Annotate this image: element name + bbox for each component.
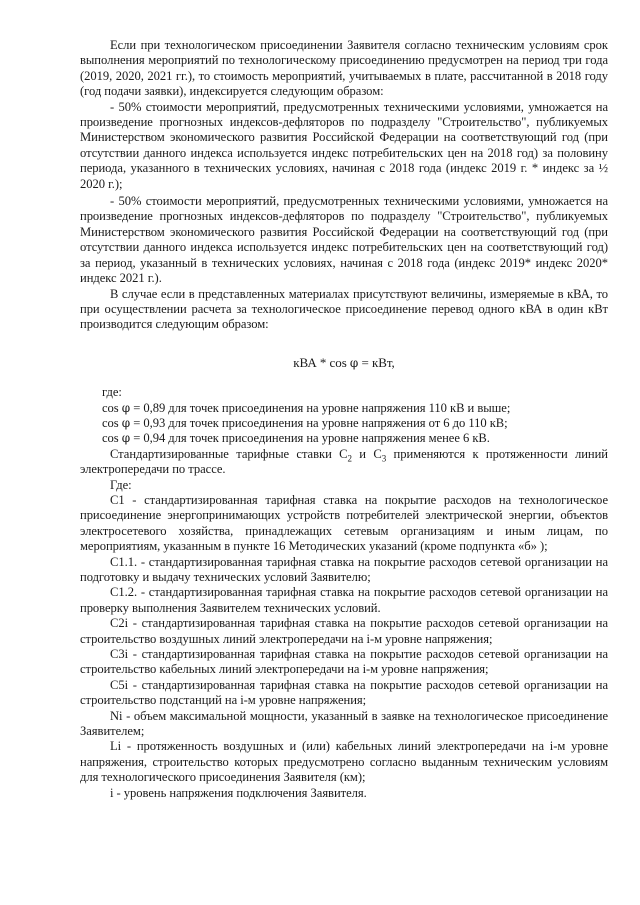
cos-label: cos: [102, 415, 122, 430]
cos-phi-line-3: [80, 431, 608, 446]
definition-li: Li - протяженность воздушных и (или) кабельных линий электропередачи на i-м уровне напряжения, строительство которых предусмотрено согласно выданным техническим условиям для технологического присоединения Заявителя (км);: [80, 739, 608, 785]
document-body: [80, 38, 608, 801]
definition-c1: С1 - стандартизированная тарифная ставка на покрытие расходов на технологическое присоединение энергопринимающих устройств потребителей электрической энергии, объектов электросетевого хозяйства, принадлежащих сетевым организациям и иным лицам, по мероприятиям, указанным в пункте 16 Методических указаний (кроме подпункта «б» );: [80, 492, 608, 554]
definition-i: i - уровень напряжения подключения Заявителя.: [110, 785, 367, 800]
definition-c1-2: С1.2. - стандартизированная тарифная ставка на покрытие расходов сетевой организации на проверку выполнения Заявителем технических условий.: [80, 585, 608, 615]
cos-phi-value: = 0,89 для точек присоединения на уровне напряжения 110 кВ и выше;: [130, 400, 511, 415]
definition-c5i: C5i - стандартизированная тарифная ставка на покрытие расходов сетевой организации на строительство подстанций на i-м уровне напряжения;: [80, 677, 608, 708]
tariff-text-a: Стандартизированные тарифные ставки С: [110, 446, 348, 461]
cos-phi-value: = 0,93 для точек присоединения на уровне напряжения от 6 до 110 кВ;: [130, 415, 508, 430]
definition-c3i: C3i - стандартизированная тарифная ставка на покрытие расходов сетевой организации на строительство кабельных линий электропередачи на i-м уровне напряжения;: [80, 647, 608, 677]
subscript-2: 2: [347, 453, 352, 464]
paragraph-half-period-index: - 50% стоимости мероприятий, предусмотренных техническими условиями, умножается на произведение прогнозных индексов-дефляторов по подразделу "Строительство", публикуемых Министерством экономического развития Российской Федерации на соответствующий год (при отсутствии данного индекса используется индекс потребительских цен на 2018 год) за половину периода, указанного в технических условиях, начиная с 2018 года (индекс 2019 г. * индекс за ½ 2020 г.);: [80, 99, 608, 191]
phi-symbol: φ: [121, 400, 131, 415]
formula-left: кВА * cos: [293, 354, 347, 370]
cos-phi-value: = 0,94 для точек присоединения на уровне напряжения менее 6 кВ.: [130, 431, 490, 446]
phi-symbol: φ: [349, 355, 359, 370]
where-label-2: Где:: [110, 477, 132, 492]
conversion-formula: [80, 355, 608, 371]
definition-c1-1: С1.1. - стандартизированная тарифная ставка на покрытие расходов сетевой организации на подготовку и выдачу технических условий Заявителю;: [80, 554, 608, 584]
formula-right: = кВт,: [358, 354, 395, 370]
phi-symbol: φ: [121, 431, 131, 446]
paragraph-tariff-rates: [80, 447, 608, 478]
definition-c2i: C2i - стандартизированная тарифная ставка на покрытие расходов сетевой организации на строительство воздушных линий электропередачи на i-м уровне напряжения;: [80, 616, 608, 646]
cos-label: cos: [102, 431, 122, 446]
definition-ni: Ni - объем максимальной мощности, указанный в заявке на технологическое присоединение Заявителем;: [80, 708, 608, 739]
tariff-text-b: и С: [351, 446, 382, 461]
tariff-text-c: применяются к протяженности линий электропередачи по трассе.: [80, 446, 608, 477]
where-label: где:: [102, 385, 122, 400]
paragraph-kva-conversion: В случае если в представленных материалах присутствуют величины, измеряемые в кВА, то при осуществлении расчета за технологическое присоединение перевод одного кВА в один кВт производится следующим образом:: [80, 286, 608, 332]
cos-phi-line-2: [80, 416, 608, 431]
paragraph-full-period-index: - 50% стоимости мероприятий, предусмотренных техническими условиями, умножается на произведение прогнозных индексов-дефляторов по подразделу "Строительство", публикуемых Министерством экономического развития Российской Федерации на соответствующий год (при отсутствии данного индекса используется индекс потребительских цен на соответствующий год) за период, указанный в технических условиях, начиная с 2018 года (индекс 2019* индекс 2020* индекс 2021 г.).: [80, 194, 608, 286]
cos-label: cos: [102, 400, 122, 415]
phi-symbol: φ: [121, 415, 131, 430]
subscript-3: 3: [381, 453, 387, 464]
paragraph-intro: Если при технологическом присоединении Заявителя согласно техническим условиям срок выполнения мероприятий по технологическому присоединению предусмотрен на период три года (2019, 2020, 2021 гг.), то стоимость мероприятий, учитываемых в плате, рассчитанной в 2018 году (год подачи заявки), индексируется следующим образом:: [80, 38, 608, 99]
cos-phi-line-1: [80, 401, 608, 416]
